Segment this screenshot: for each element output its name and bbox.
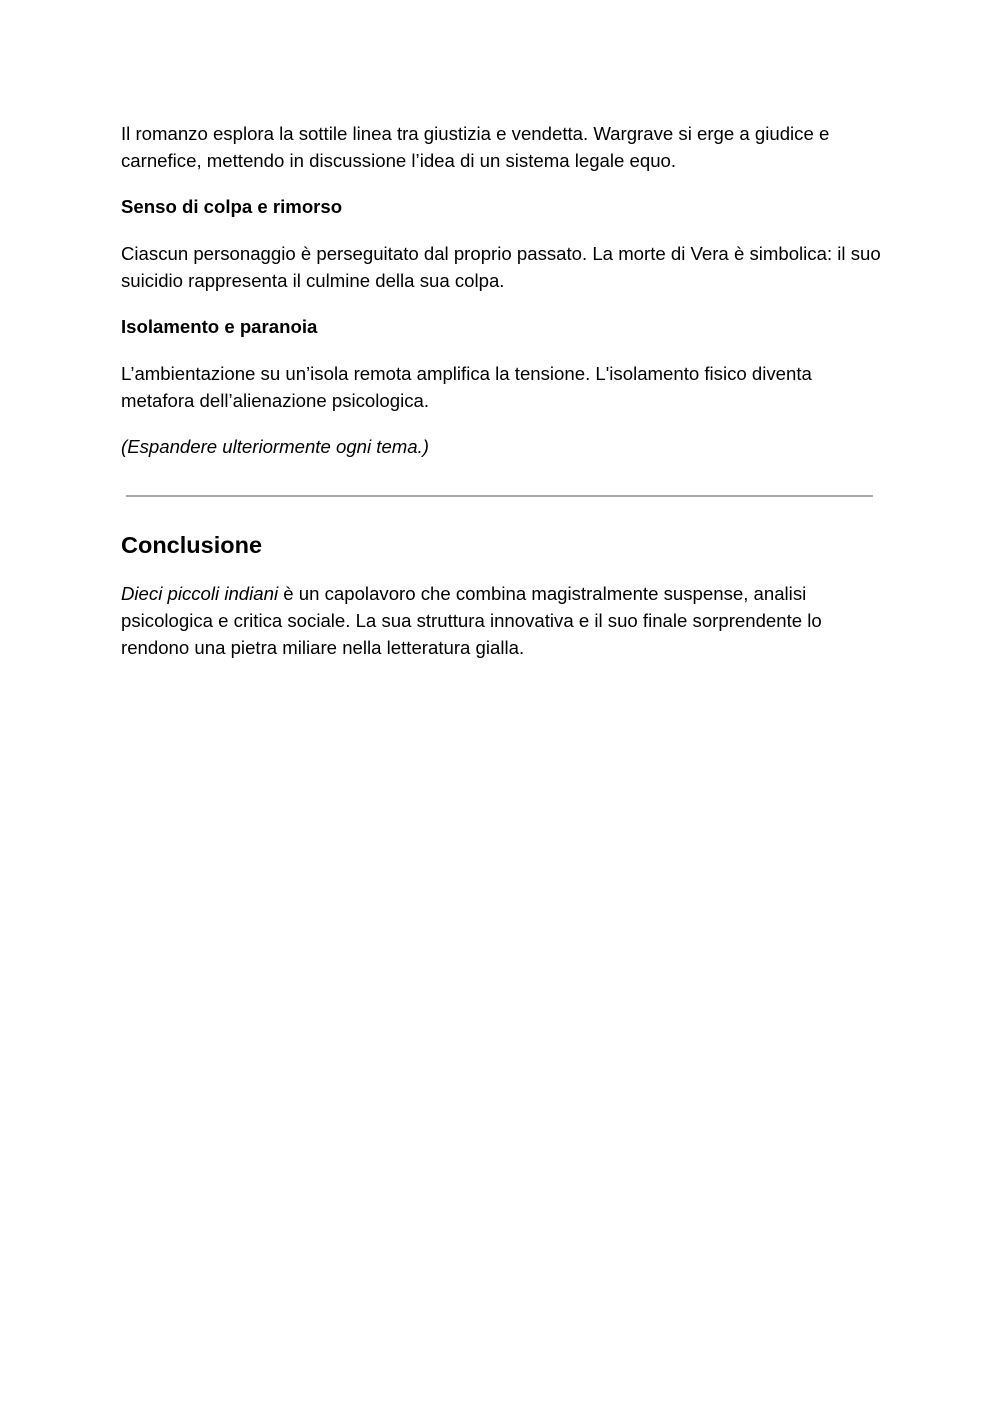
section-text-isolation: L’ambientazione su un’isola remota amplifica la tensione. L'isolamento fisico diventa metafora dell’alienazione psicologica.	[121, 363, 812, 411]
book-title: Dieci piccoli indiani	[121, 583, 279, 604]
section-divider	[126, 495, 873, 497]
conclusion-paragraph	[121, 580, 881, 661]
section-heading-isolation: Isolamento e paranoia	[121, 316, 318, 337]
section-heading-guilt: Senso di colpa e rimorso	[121, 196, 343, 217]
expansion-note: (Espandere ulteriormente ogni tema.)	[121, 436, 429, 457]
conclusion-text: è un capolavoro che combina magistralmente suspense, analisi psicologica e critica sociale. La sua struttura innovativa e il suo finale sorprendente lo rendono una pietra miliare nella letteratura gialla.	[121, 583, 822, 658]
intro-paragraph: Il romanzo esplora la sottile linea tra giustizia e vendetta. Wargrave si erge a giudice e carnefice, mettendo in discussione l’idea di un sistema legale equo.	[121, 123, 830, 171]
conclusion-heading: Conclusione	[121, 532, 263, 558]
section-text-guilt: Ciascun personaggio è perseguitato dal proprio passato. La morte di Vera è simbolica: il suo suicidio rappresenta il culmine della sua colpa.	[121, 243, 881, 291]
